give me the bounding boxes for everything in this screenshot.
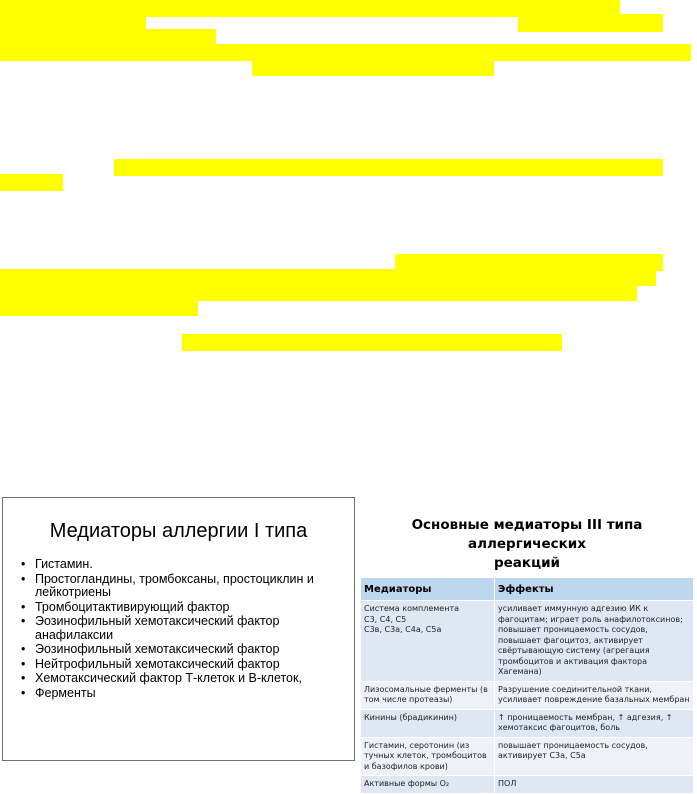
slide-title [360, 516, 694, 573]
mediator-line: Гистамин, серотонин (из тучных клеток, тромбоцитов и базофилов крови) [364, 740, 487, 771]
highlight-bar-12 [0, 299, 198, 316]
effect-line: усиливает иммунную адгезию ИК к фагоцитам; играет роль анафилотоксинов; [498, 604, 683, 624]
table-row [361, 709, 694, 737]
table-row [361, 601, 694, 682]
slide-allergy-type-3 [360, 516, 694, 788]
mediator-cell [361, 601, 495, 682]
mediator-line: С3, С4, С5 [364, 614, 407, 624]
list-item: • Простогландины, тромбоксаны, простоциклин и лейкотриены [21, 573, 348, 600]
table-row [361, 776, 694, 794]
effect-cell [495, 737, 694, 776]
effect-line: повышает проницаемость сосудов, активирует С3а, С5а [498, 740, 648, 760]
list-item: • Нейтрофильный хемотаксический фактор [21, 658, 348, 672]
effect-cell [495, 776, 694, 794]
list-item: • Эозинофильный хемотаксический фактор анафилаксии [21, 615, 348, 642]
highlight-bar-7 [114, 159, 663, 176]
mediator-cell [361, 709, 495, 737]
effect-cell [495, 681, 694, 709]
list-item: • Ферменты [21, 687, 348, 701]
list-item: • Гистамин. [21, 558, 348, 572]
mediator-line: Система комплемента [364, 604, 460, 613]
mediator-list [21, 558, 348, 701]
mediator-cell [361, 681, 495, 709]
highlight-bar-6 [252, 59, 494, 76]
list-item: • Тромбоцитактивирующий фактор [21, 601, 348, 615]
mediator-cell [361, 776, 495, 794]
effect-line: Разрушение соединительной ткани, усиливает повреждение базальных мембран [498, 684, 690, 704]
effect-cell [495, 709, 694, 737]
mediator-line: Лизосомальные ферменты (в том числе протеазы) [364, 684, 488, 704]
table-header-row [361, 578, 694, 601]
mediator-cell [361, 737, 495, 776]
effect-cell [495, 601, 694, 682]
list-item: • Эозинофильный хемотаксический фактор [21, 643, 348, 657]
effect-line: повышает проницаемость сосудов, повышает фагоцитоз, активирует свёртывающую систему (агрегация тромбоцитов и активация фактора Хагемана) [498, 625, 650, 676]
table-row [361, 681, 694, 709]
effect-line: ↑ проницаемость мембран, ↑ адгезия, ↑ хемотаксис фагоцитов, боль [498, 712, 673, 732]
header-mediators: Медиаторы [361, 578, 495, 601]
highlight-bar-3 [518, 14, 663, 32]
table-row [361, 737, 694, 776]
mediator-line: С3в, С3а, С4а, С5а [364, 625, 442, 634]
header-effects: Эффекты [495, 578, 694, 601]
slide-title: Медиаторы аллергии I типа [49, 520, 308, 542]
list-item: • Хемотаксический фактор Т-клеток и В-клеток, [21, 672, 348, 686]
title-line-1: Основные медиаторы III типа аллергических [411, 517, 643, 552]
mediator-line: Активные формы O₂ [364, 779, 450, 788]
effect-line: ПОЛ [498, 779, 517, 788]
highlight-bar-8 [0, 174, 63, 191]
slide-allergy-type-1 [2, 497, 355, 761]
mediator-line: Кинины (брадикинин) [364, 712, 457, 722]
highlight-bar-13 [182, 334, 562, 351]
title-line-2: реакций [493, 555, 561, 571]
mediators-table [360, 577, 694, 794]
